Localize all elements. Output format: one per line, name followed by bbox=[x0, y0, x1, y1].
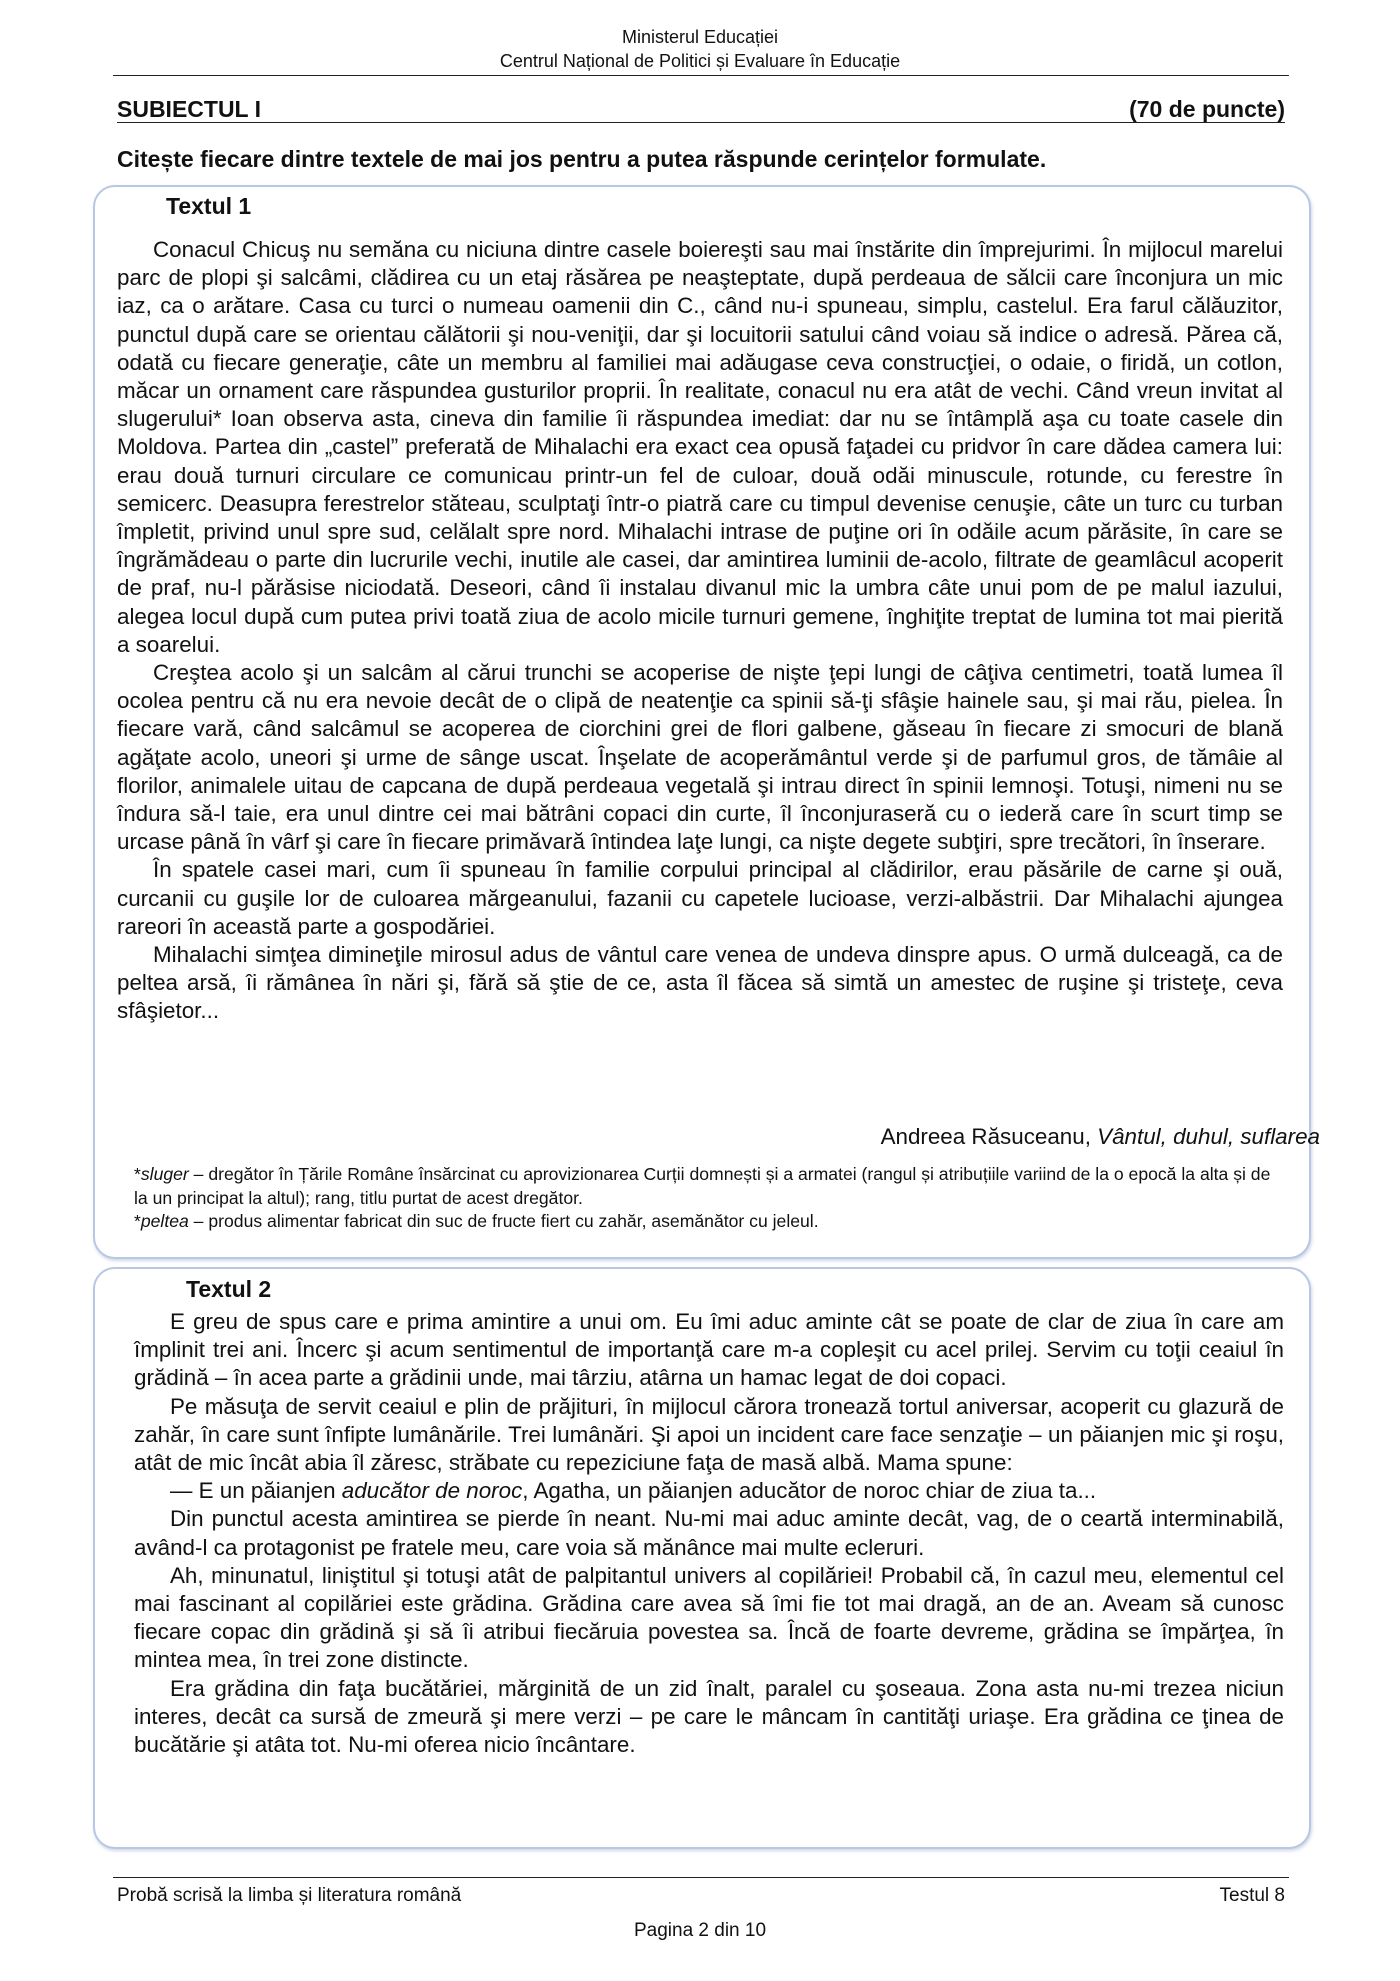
subject-title: SUBIECTUL I bbox=[117, 96, 261, 122]
text1-body bbox=[117, 236, 1283, 1026]
text1-title: Textul 1 bbox=[166, 193, 252, 219]
text2-body bbox=[134, 1308, 1284, 1759]
center-name: Centrul Național de Politici și Evaluare în Educație bbox=[499, 51, 901, 71]
text1-paragraph: Conacul Chicuş nu semăna cu niciuna dintre casele boiereşti sau mai înstărite din împrejurimi. În mijlocul marelui parc de plopi şi salcâmi, clădirea cu un etaj răsărea pe neaşteptate, după perdeaua de sălcii care înconjura un mic iaz, ca o arătare. Casa cu turci o numeau oamenii din C., când nu-i spuneau, simplu, castelul. Era farul călăuzitor, punctul după care se orientau călătorii şi nou-veniţii, dar şi locuitorii satului când voiau să indice o adresă. Părea că, odată cu fiecare generaţie, câte un membru al familiei mai adăugase ceva construcţiei, o odaie, o firidă, un cotlon, măcar un ornament care răspundea gusturilor proprii. În realitate, conacul nu era atât de vechi. Când vreun invitat al slugerului* Ioan observa asta, cineva din familie îi răspundea imediat: dar nu se întâmplă aşa cu toate casele din Moldova. Partea din „castel” preferată de Mihalachi era exact cea opusă faţadei cu pridvor în care dădea camera lui: erau două turnuri circulare ce comunicau printr-un fel de culoar, două odăi minuscule, rotunde, cu ferestre în semicerc. Deasupra ferestrelor stăteau, sculptaţi într-o piatră care cu timpul devenise cenuşie, câte un turc cu turban împletit, privind unul spre sud, celălalt spre nord. Mihalachi intrase de puţine ori în odăile acum părăsite, în care se îngrămădeau o parte din lucrurile vechi, inutile ale casei, dar amintirea luminii de-acolo, filtrate de geamlâcul acoperit de praf, nu-l părăsise niciodată. Deseori, când îi instalau divanul mic la umbra câte unui pom de pe malul iazului, alegea locul după cum putea privi toată ziua de acolo micile turnuri gemene, înghiţite treptat de lumina tot mai pierită a soarelui. bbox=[117, 237, 1283, 657]
footer-page-number: Pagina 2 din 10 bbox=[633, 1920, 767, 1941]
text2-paragraph: Era grădina din faţa bucătăriei, mărginită de un zid înalt, paralel cu şoseaua. Zona asta nu-mi trezea niciun interes, decât ca sursă de zmeură şi mere verzi – pe care le mâncam în cantităţi uriaşe. Era grădina ce ţinea de bucătărie şi atâta tot. Nu-mi oferea nicio încântare. bbox=[134, 1675, 1284, 1758]
text2-paragraph: Pe măsuţa de servit ceaiul e plin de prăjituri, în mijlocul cărora tronează tortul aniversar, acoperit cu glazură de zahăr, în care sunt înfipte lumânările. Trei lumânări. Şi apoi un incident care face senzaţie – un păianjen mic şi roşu, atât de mic încât abia îl zăresc, străbate cu repeziciune faţa de masă albă. Mama spune: bbox=[134, 1393, 1284, 1476]
subject-points: (70 de puncte) bbox=[1129, 96, 1285, 122]
text2-paragraph: E greu de spus care e prima amintire a unui om. Eu îmi aduc aminte cât se poate de clar de ziua în care am împlinit trei ani. Încerc şi acum sentimentul de importanţă care m-a copleşit cu acel prilej. Servim cu toţii ceaiul în grădină – în acea parte a grădinii unde, mai târziu, atârna un hamac legat de doi copaci. bbox=[134, 1309, 1284, 1391]
footer-test-number: Testul 8 bbox=[1219, 1885, 1285, 1906]
footnote-peltea: *peltea – produs alimentar fabricat din suc de fructe fiert cu zahăr, asemănător cu jeleul. bbox=[134, 1211, 819, 1231]
work-title: Vântul, duhul, suflarea bbox=[1097, 1124, 1320, 1149]
text1-source bbox=[881, 1124, 1320, 1150]
footnote-term: sluger bbox=[140, 1164, 189, 1184]
instruction: Citește fiecare dintre textele de mai jos pentru a putea răspunde cerințelor formulate. bbox=[117, 146, 1047, 172]
text2-title: Textul 2 bbox=[186, 1276, 272, 1302]
ministry-name: Ministerul Educației bbox=[621, 27, 779, 47]
footnote-definition: – dregător în Țările Române însărcinat cu aprovizionarea Curții domnești și a armatei (rangul și atribuțiile variind de la o epocă la alta și de la un principat la altul); rang, titlu purtat de acest dregător. bbox=[134, 1164, 1271, 1208]
text1-footnotes bbox=[134, 1163, 1284, 1234]
text1-paragraph: În spatele casei mari, cum îi spuneau în familie corpului principal al clădirilor, erau păsările de carne şi ouă, curcanii cu guşile lor de culoarea mărgeanului, fazanii cu capetele lucioase, verzi-albăstrii. Dar Mihalachi ajungea rareori în această parte a gospodăriei. bbox=[117, 857, 1283, 939]
footnote-sluger: *sluger – dregător în Țările Române însărcinat cu aprovizionarea Curții domnești și a armatei (rangul și atribuțiile variind de la o epocă la alta și de la un principat la altul); rang, titlu purtat de acest dregător. bbox=[134, 1164, 1271, 1208]
text2-dialogue: — E un păianjen aducător de noroc, Agatha, un păianjen aducător de noroc chiar de ziua ta... bbox=[170, 1478, 1097, 1504]
footer-exam-name: Probă scrisă la limba și literatura română bbox=[117, 1885, 462, 1906]
text2-paragraph: Ah, minunatul, liniştitul şi totuşi atât de palpitantul univers al copilăriei! Probabil că, în cazul meu, elementul cel mai fascinant al copilăriei este grădina. Grădina care avea să îmi fie tot mai dragă, an de an. Aveam să cunosc fiecare copac din grădină şi să îi atribui fiecăruia povestea sa. Încă de foarte devreme, grădina se împărţea, în mintea mea, în trei zone distincte. bbox=[134, 1562, 1284, 1673]
text1-paragraph: Mihalachi simţea dimineţile mirosul adus de vântul care venea de undeva dinspre apus. O urmă dulceagă, ca de peltea arsă, îi rămânea în nări şi, fără să ştie de ce, asta îl făcea să simtă un amestec de ruşine şi tristeţe, ceva sfâşietor... bbox=[117, 942, 1283, 1024]
author-name: Andreea Răsuceanu, bbox=[880, 1124, 1091, 1149]
footnote-term: peltea bbox=[140, 1211, 189, 1231]
footer-divider bbox=[113, 1877, 1289, 1878]
page-header bbox=[0, 25, 1400, 73]
text1-paragraph: Creştea acolo şi un salcâm al cărui trunchi se acoperise de nişte ţepi lungi de câţiva centimetri, toată lumea îl ocolea pentru că nu era nevoie decât de o clipă de neatenţie ca spinii să-ţi sfâşie hainele sau, şi mai rău, pielea. În fiecare vară, când salcâmul se acoperea de ciorchini grei de flori galbene, găseau în fiecare zi smocuri de blană agăţate acolo, uneori şi urme de sânge uscat. Înşelate de acoperământul verde şi de parfumul gros, de tămâie al florilor, animalele uitau de capcana de după perdeaua vegetală şi intrau direct în spinii lemnoşi. Totuşi, nimeni nu se îndura să-l taie, era unul dintre cei mai bătrâni copaci din curte, îl înconjuraseră cu o iederă care în scurt timp se urcase până în vârf şi care în fiecare primăvară întindea laţe lungi, ca nişte degete subţiri, spre trecători, în înserare. bbox=[117, 660, 1283, 855]
header-divider bbox=[113, 75, 1289, 76]
subject-underline bbox=[117, 122, 1285, 123]
footnote-definition: – produs alimentar fabricat din suc de fructe fiert cu zahăr, asemănător cu jeleul. bbox=[188, 1211, 819, 1231]
text2-paragraph: Din punctul acesta amintirea se pierde în neant. Nu-mi mai aduc aminte decât, vag, de o ceartă interminabilă, având-l ca protagonist pe fratele meu, care voia să mănânce mai multe ecleruri. bbox=[134, 1506, 1284, 1560]
